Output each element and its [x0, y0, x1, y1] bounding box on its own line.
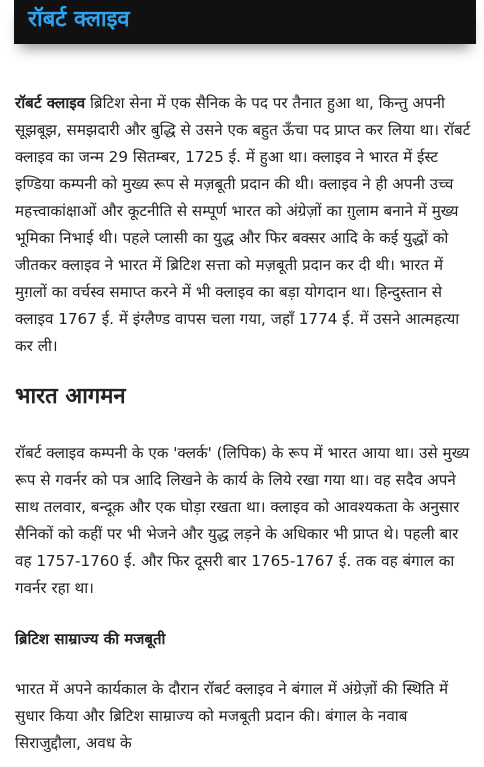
page-title: रॉबर्ट क्लाइव: [28, 7, 130, 32]
empire-paragraph: भारत में अपने कार्यकाल के दौरान रॉबर्ट क्लाइव ने बंगाल में अंग्रेज़ों की स्थिति में सुधार किया और ब्रिटिश साम्राज्य को मजबूती प्रदान की। बंगाल के नवाब सिराजुद्दौला, अवध के: [15, 680, 449, 752]
arrival-paragraph: रॉबर्ट क्लाइव कम्पनी के एक 'क्लर्क' (लिपिक) के रूप में भारत आया था। उसे मुख्य रूप से गवर्नर को पत्र आदि लिखने के कार्य के लिये रखा गया था। वह सदैव अपने साथ तलवार, बन्दूक़ और एक घोड़ा रखता था। क्लाइव को आवश्यकता के अनुसार सैनिकों को कहीं पर भी भेजने और युद्ध लड़ने के अधिकार भी प्राप्त थे। पहली बार वह 1757-1760 ई. और फिर दूसरी बार 1765-1767 ई. तक वह बंगाल का गवर्नर रहा था।: [15, 444, 470, 597]
title-bar: [14, 0, 476, 44]
intro-bold-name: रॉबर्ट क्लाइव: [15, 94, 86, 112]
intro-paragraph: [15, 90, 471, 360]
intro-text: ब्रिटिश सेना में एक सैनिक के पद पर तैनात हुआ था, किन्तु अपनी सूझबूझ, समझदारी और बुद्धि से उसने एक बहुत ऊँचा पद प्राप्त कर लिया था। रॉबर्ट क्लाइव का जन्म 29 सितम्बर, 1725 ई. में हुआ था। क्लाइव ने भारत में ईस्ट इण्डिया कम्पनी को मुख्य रूप से मज़बूती प्रदान की थी। क्लाइव ने ही अपनी उच्च महत्त्वाकांक्षाओं और कूटनीति से सम्पूर्ण भारत को अंग्रेज़ों का ग़ुलाम बनाने में मुख्य भूमिका निभाई थी। पहले प्लासी का युद्ध और फिर बक्सर आदि के कई युद्धों को जीतकर क्लाइव ने भारत में ब्रिटिश सत्ता को मज़बूती प्रदान कर दी थी। भारत में मुग़लों का वर्चस्व समाप्त करने में भी क्लाइव का बड़ा योगदान था। हिन्दुस्तान से क्लाइव 1767 ई. में इंग्लैण्ड वापस चला गया, जहाँ 1774 ई. में उसने आत्महत्या कर ली।: [15, 94, 471, 355]
section-heading-empire: ब्रिटिश साम्राज्य की मजबूती: [15, 630, 166, 648]
section-heading-arrival: भारत आगमन: [15, 384, 126, 409]
article-content: [15, 90, 471, 757]
